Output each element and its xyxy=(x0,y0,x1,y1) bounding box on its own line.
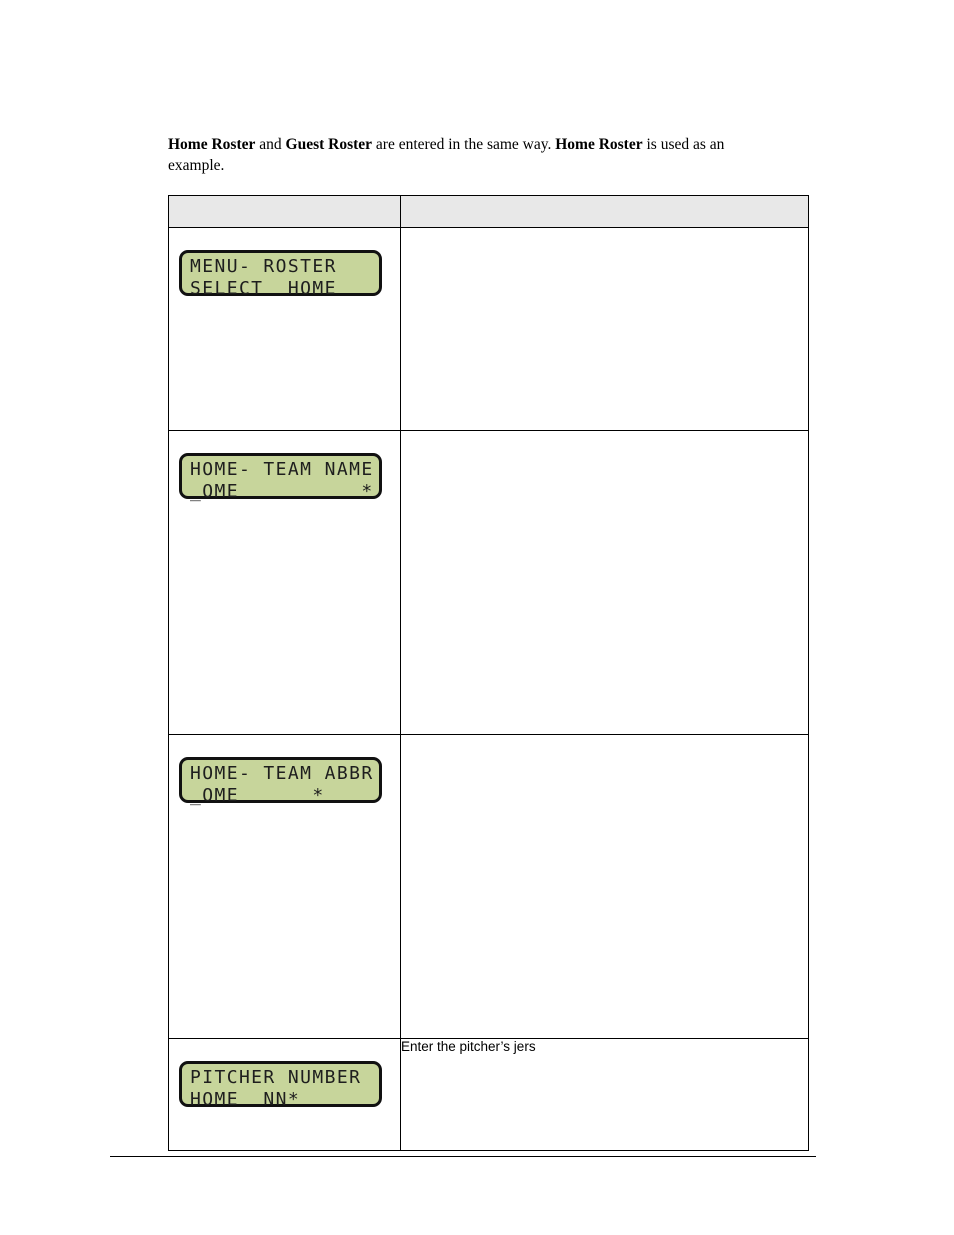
lcd-line-1: MENU- ROSTER xyxy=(190,256,337,277)
display-cell xyxy=(169,735,401,1039)
intro-text-and: and xyxy=(255,136,286,153)
table-row xyxy=(169,1039,809,1151)
footer-rule xyxy=(110,1156,816,1157)
intro-paragraph xyxy=(168,134,768,176)
table-row xyxy=(169,228,809,431)
description-cell xyxy=(401,431,809,735)
table-row xyxy=(169,431,809,735)
lcd-line-1: PITCHER NUMBER xyxy=(190,1067,362,1088)
description-cell xyxy=(401,735,809,1039)
display-cell xyxy=(169,431,401,735)
table-header-description xyxy=(401,196,809,228)
roster-steps-table xyxy=(168,195,809,1151)
lcd-display xyxy=(179,1061,382,1110)
lcd-line-2: SELECT HOME xyxy=(190,278,337,299)
lcd-display xyxy=(179,250,382,299)
lcd-display xyxy=(179,453,382,502)
description-cell xyxy=(401,228,809,431)
description-cell: Enter the pitcher’s jers xyxy=(401,1039,809,1151)
home-roster-term: Home Roster xyxy=(168,136,256,153)
lcd-line-2: _OME * xyxy=(190,785,325,806)
lcd-line-1: HOME- TEAM ABBR xyxy=(190,763,374,784)
table-row xyxy=(169,735,809,1039)
intro-text-tail: is used as an example. xyxy=(168,136,725,174)
lcd-line-1: HOME- TEAM NAME xyxy=(190,459,374,480)
display-cell xyxy=(169,228,401,431)
lcd-display xyxy=(179,757,382,806)
intro-text-mid: are entered in the same way. xyxy=(372,136,556,153)
home-roster-term-2: Home Roster xyxy=(555,136,643,153)
display-cell xyxy=(169,1039,401,1151)
lcd-line-2: HOME NN* xyxy=(190,1089,301,1110)
table-header-display xyxy=(169,196,401,228)
table-header-row xyxy=(169,196,809,228)
lcd-line-2: _OME * xyxy=(190,481,374,502)
guest-roster-term: Guest Roster xyxy=(285,136,373,153)
